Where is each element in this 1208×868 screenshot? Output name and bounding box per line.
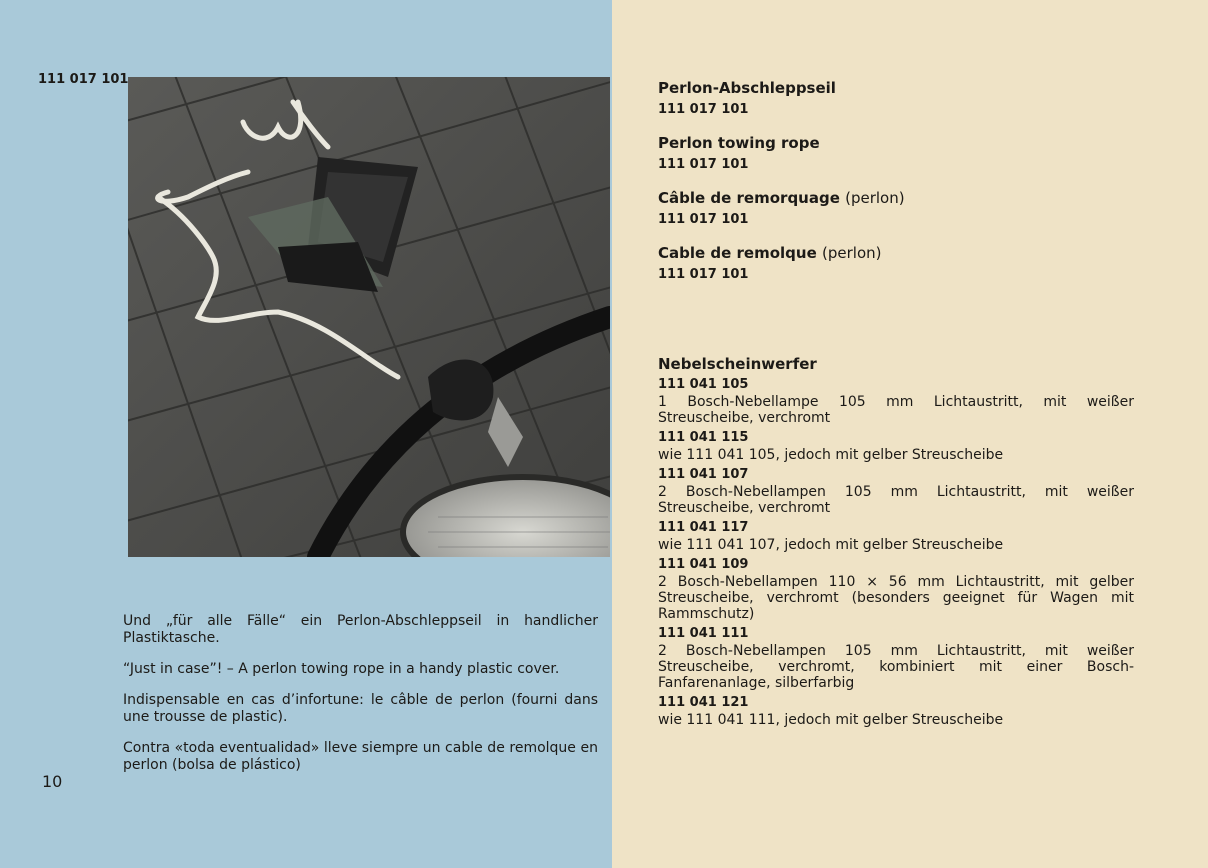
- caption-english: “Just in case”! – A perlon towing rope in a handy plastic cover.: [123, 661, 560, 677]
- part-description: wie 111 041 107, jedoch mit gelber Streuscheibe: [658, 537, 1004, 553]
- towing-rope-photo: [128, 77, 610, 557]
- fog-lamps-section: [658, 353, 1134, 728]
- towing-rope-entry-french: [658, 188, 1134, 230]
- part-description: 2 Bosch-Nebellampen 105 mm Lichtaustritt, mit weißer Streuscheibe, verchromt, kombiniert mit einer Bosch-Fanfarenanlage, silberfarbig: [658, 643, 1134, 691]
- towing-rope-title: Câble de remorquage (perlon): [658, 189, 905, 207]
- towing-rope-entry-german: [658, 78, 1134, 120]
- towing-rope-title: Perlon-Abschleppseil: [658, 79, 836, 97]
- towing-rope-title: Perlon towing rope: [658, 134, 820, 152]
- photo-part-number: 111 017 101: [38, 72, 129, 87]
- caption-spanish: Contra «toda eventualidad» lleve siempre un cable de remolque en perlon (bolsa de plástico): [123, 740, 598, 773]
- part-number: 111 041 111: [658, 626, 749, 641]
- caption-german: Und „für alle Fälle“ ein Perlon-Abschleppseil in handlicher Plastiktasche.: [123, 613, 598, 646]
- fog-lamp-entry: [658, 694, 1134, 728]
- towing-rope-title: Cable de remolque (perlon): [658, 244, 882, 262]
- part-number: 111 041 121: [658, 695, 749, 710]
- part-number: 111 041 105: [658, 377, 749, 392]
- part-number: 111 041 115: [658, 430, 749, 445]
- fog-lamp-entry: [658, 519, 1134, 553]
- material-note: (perlon): [845, 189, 905, 207]
- towing-rope-entry-spanish: [658, 243, 1134, 285]
- part-number: 111 041 117: [658, 520, 749, 535]
- part-description: wie 111 041 111, jedoch mit gelber Streuscheibe: [658, 712, 1004, 728]
- part-number: 111 017 101: [658, 102, 749, 117]
- fog-lamps-heading: Nebelscheinwerfer: [658, 355, 817, 373]
- towing-rope-entry-english: [658, 133, 1134, 175]
- page-number: 10: [42, 772, 63, 791]
- part-description: 2 Bosch-Nebellampen 110 × 56 mm Lichtaustritt, mit gelber Streuscheibe, verchromt (besonders geeignet für Wagen mit Rammschutz): [658, 574, 1134, 622]
- material-note: (perlon): [822, 244, 882, 262]
- part-number: 111 041 109: [658, 557, 749, 572]
- parts-list: [658, 78, 1134, 731]
- part-description: wie 111 041 105, jedoch mit gelber Streuscheibe: [658, 447, 1004, 463]
- fog-lamp-entry: [658, 429, 1134, 463]
- part-number: 111 017 101: [658, 157, 749, 172]
- fog-lamp-entry: [658, 376, 1134, 426]
- fog-lamp-entry: [658, 466, 1134, 516]
- towing-rope-illustration: [128, 77, 610, 557]
- part-number: 111 041 107: [658, 467, 749, 482]
- part-description: 1 Bosch-Nebellampe 105 mm Lichtaustritt, mit weißer Streuscheibe, verchromt: [658, 394, 1134, 426]
- caption-french: Indispensable en cas d’infortune: le câble de perlon (fourni dans une trousse de plastic).: [123, 692, 598, 725]
- photo-caption: [123, 613, 598, 788]
- fog-lamp-entry: [658, 625, 1134, 691]
- fog-lamp-entry: [658, 556, 1134, 622]
- part-number: 111 017 101: [658, 267, 749, 282]
- part-description: 2 Bosch-Nebellampen 105 mm Lichtaustritt, mit weißer Streuscheibe, verchromt: [658, 484, 1134, 516]
- part-number: 111 017 101: [658, 212, 749, 227]
